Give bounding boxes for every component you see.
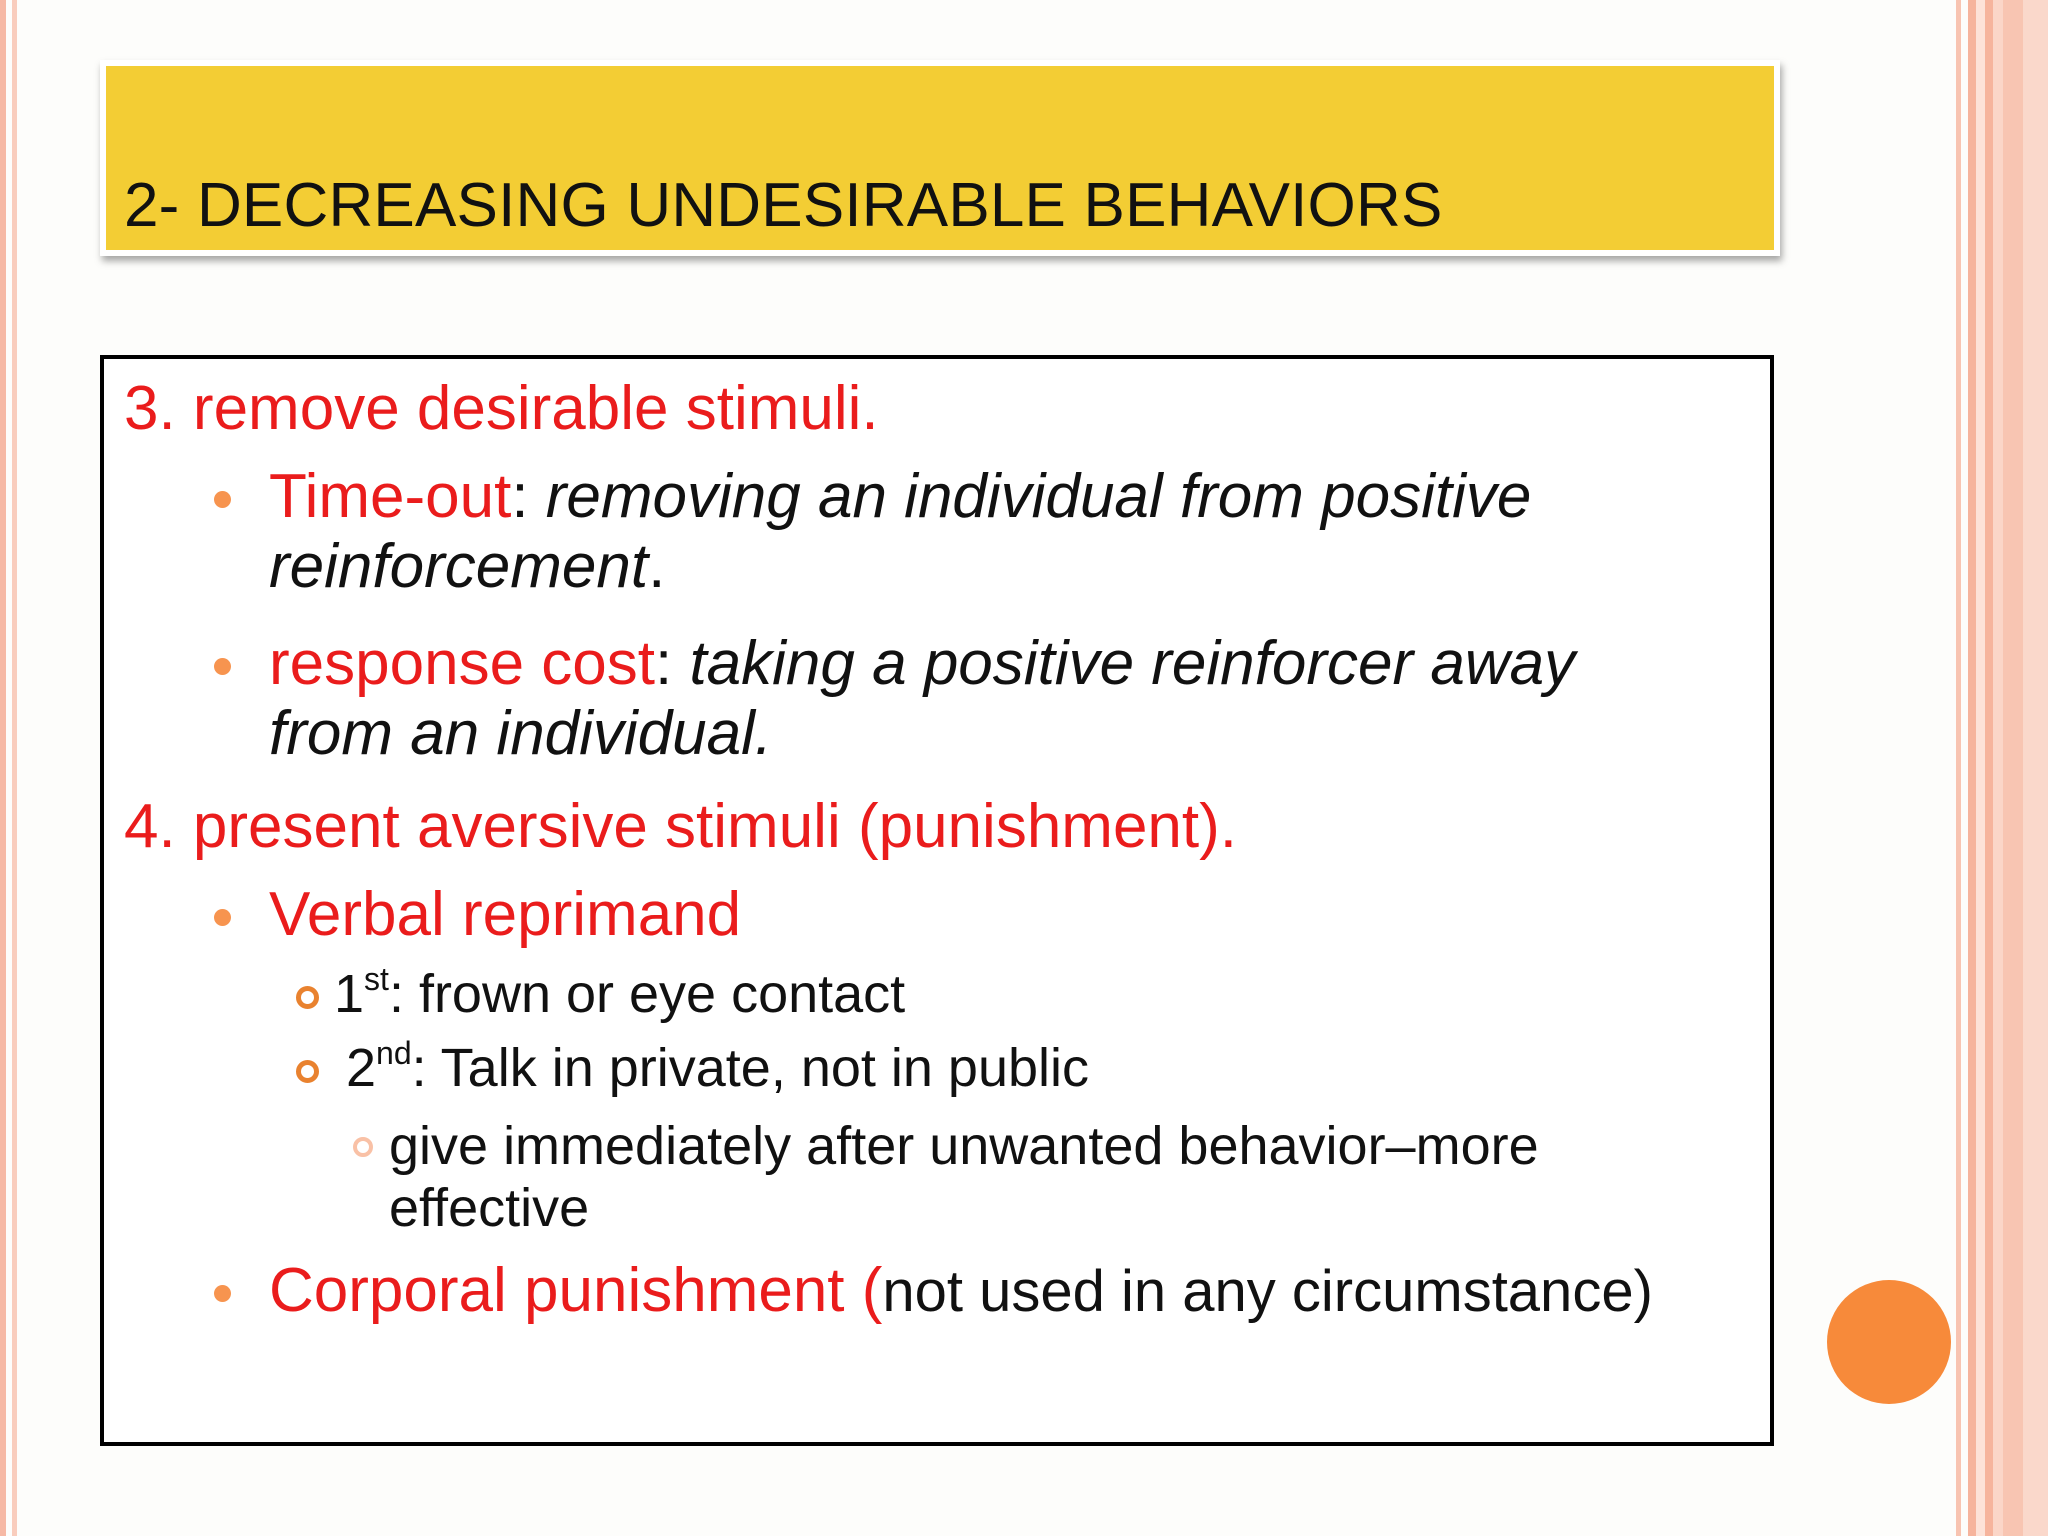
list-item bbox=[269, 1256, 1689, 1327]
section-heading: 3. remove desirable stimuli. bbox=[124, 374, 879, 443]
left-decor-stripe bbox=[12, 0, 17, 1536]
sub-list-item bbox=[346, 1037, 1089, 1099]
ordinal-suffix: st bbox=[364, 961, 389, 997]
sub-item-text: : Talk in private, not in public bbox=[411, 1038, 1090, 1098]
ordinal-number: 1 bbox=[334, 964, 365, 1024]
list-item bbox=[269, 629, 1689, 769]
left-decor-stripe bbox=[0, 0, 6, 1536]
right-decor-stripe bbox=[1993, 0, 2003, 1536]
term-separator: : bbox=[511, 462, 546, 531]
definition-end: . bbox=[648, 532, 666, 601]
list-item bbox=[269, 880, 1689, 950]
sub-list-item bbox=[334, 963, 905, 1025]
term: Corporal punishment ( bbox=[269, 1256, 883, 1325]
ring-bullet-icon bbox=[296, 986, 319, 1009]
list-item bbox=[269, 462, 1689, 602]
term: response cost bbox=[269, 629, 655, 698]
content-box bbox=[100, 355, 1774, 1446]
sub-item-text: : frown or eye contact bbox=[388, 964, 906, 1024]
right-decor-stripe bbox=[1976, 0, 1985, 1536]
ordinal-suffix: nd bbox=[376, 1035, 412, 1071]
ring-bullet-icon bbox=[296, 1060, 319, 1083]
sub-sub-item-text: give immediately after unwanted behavior–more effective bbox=[389, 1116, 1539, 1238]
section-heading: 4. present aversive stimuli (punishment). bbox=[124, 792, 1238, 861]
right-decor-stripe bbox=[1968, 0, 1976, 1536]
bullet-dot-icon bbox=[214, 491, 231, 508]
right-decor-stripe bbox=[2023, 0, 2048, 1536]
definition: taking a positive reinforcer away from an individual. bbox=[269, 629, 1576, 768]
slide-title: 2- DECREASING UNDESIRABLE BEHAVIORS bbox=[124, 171, 1443, 240]
bullet-dot-icon bbox=[214, 658, 231, 675]
term: Time-out bbox=[269, 462, 512, 531]
definition: removing an individual from positive reinforcement bbox=[269, 462, 1532, 601]
bullet-dot-icon bbox=[214, 1285, 231, 1302]
title-bar bbox=[100, 60, 1780, 256]
sub-sub-list-item bbox=[389, 1115, 1679, 1239]
ordinal-number: 2 bbox=[346, 1038, 377, 1098]
decor-circle bbox=[1827, 1280, 1951, 1404]
term-detail: not used in any circumstance) bbox=[882, 1259, 1653, 1324]
ring-bullet-icon bbox=[353, 1137, 373, 1157]
right-decor-stripe bbox=[2003, 0, 2023, 1536]
right-decor-stripe bbox=[1956, 0, 1961, 1536]
term-separator: : bbox=[655, 629, 690, 698]
right-decor-stripe bbox=[1985, 0, 1993, 1536]
term: Verbal reprimand bbox=[269, 880, 742, 949]
bullet-dot-icon bbox=[214, 909, 231, 926]
